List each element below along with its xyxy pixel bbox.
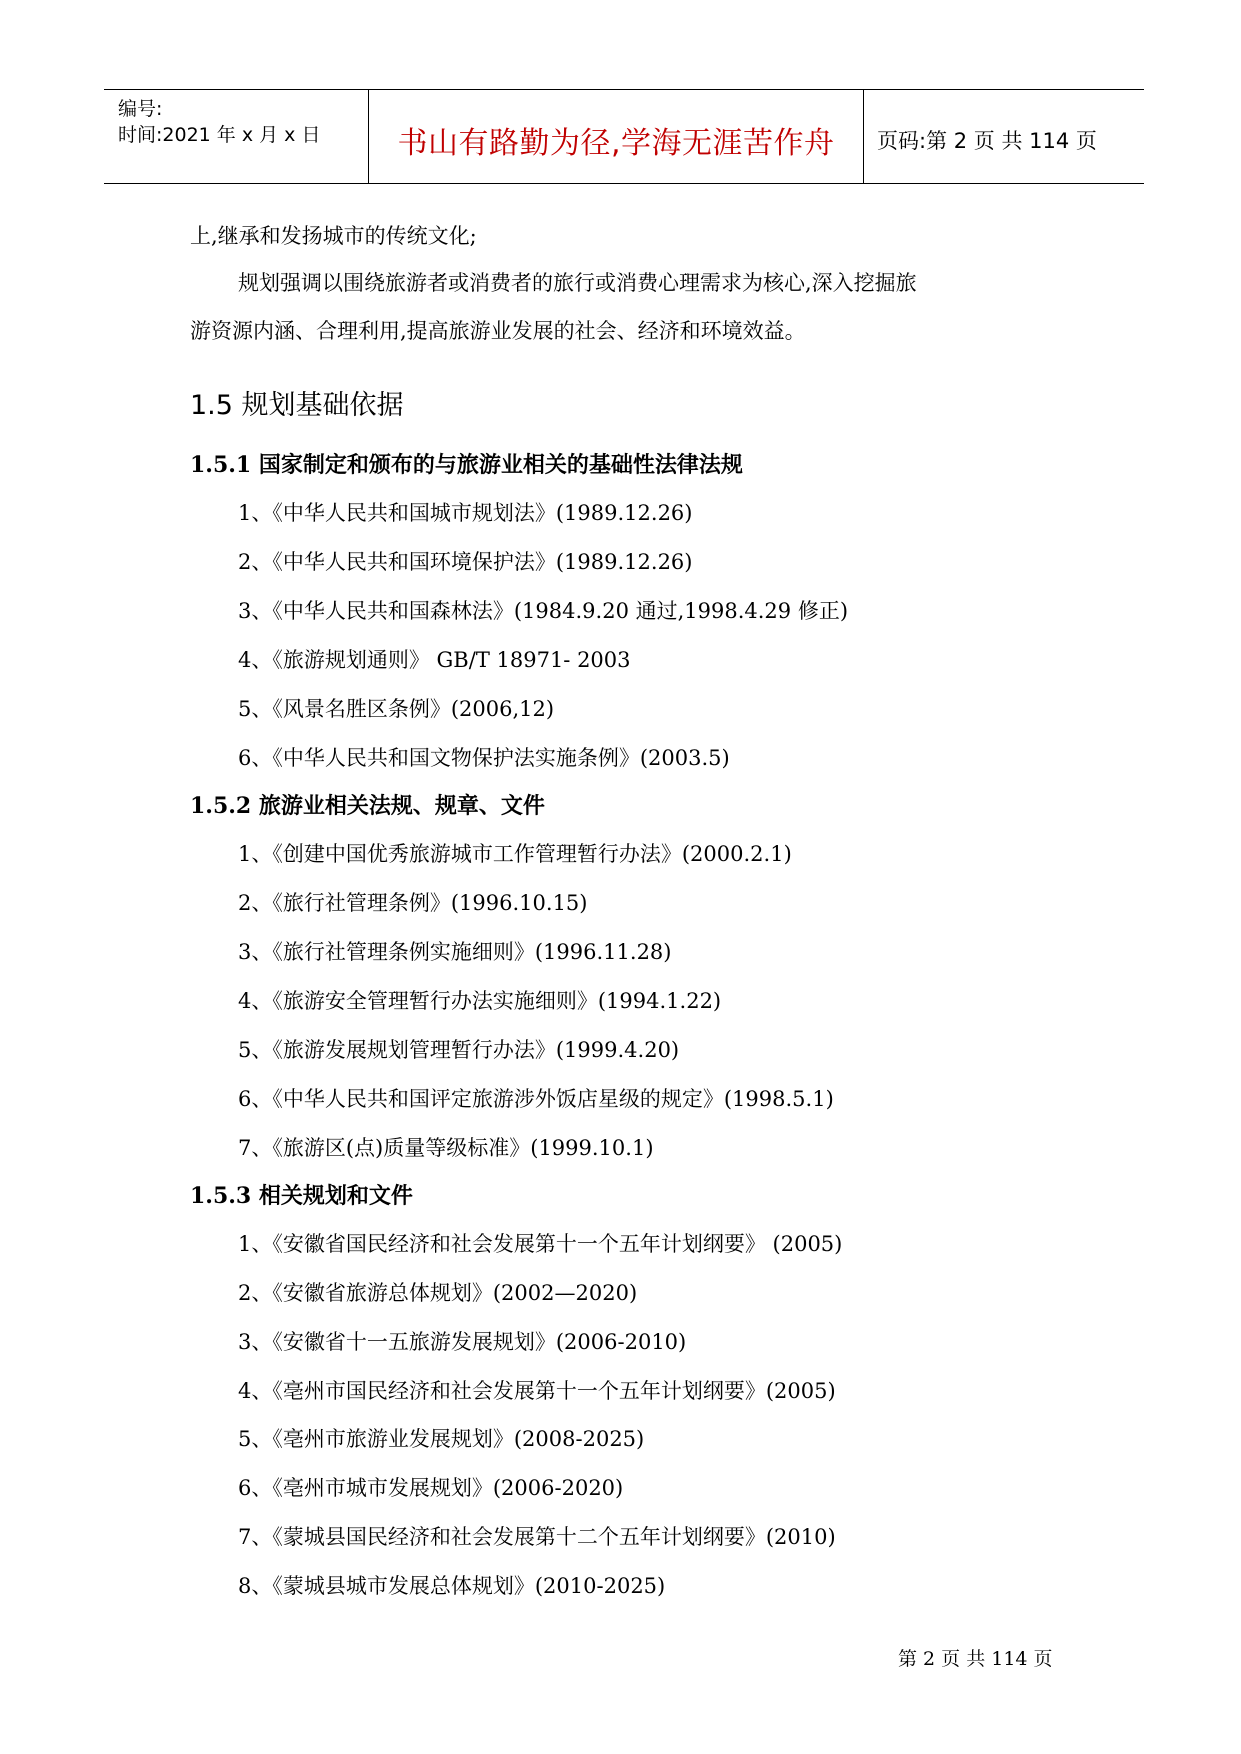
list-item: 3、《中华人民共和国森林法》(1984.9.20 通过,1998.4.29 修正) [238,599,849,623]
list-item: 7、《旅游区(点)质量等级标准》(1999.10.1) [238,1136,654,1160]
code-label: 编号: [118,98,163,120]
document-header [104,89,1144,184]
list-item: 2、《中华人民共和国环境保护法》(1989.12.26) [238,550,693,574]
paragraph-continuation: 上,继承和发扬城市的传统文化; [190,224,477,248]
list-item: 4、《旅游安全管理暂行办法实施细则》(1994.1.22) [238,989,722,1013]
paragraph-line: 规划强调以围绕旅游者或消费者的旅行或消费心理需求为核心,深入挖掘旅 [238,271,917,295]
list-item: 6、《亳州市城市发展规划》(2006-2020) [238,1476,624,1500]
subsection-title: 1.5.1 国家制定和颁布的与旅游业相关的基础性法律法规 [190,452,743,478]
list-item: 1、《安徽省国民经济和社会发展第十一个五年计划纲要》 (2005) [238,1232,843,1256]
list-item: 1、《中华人民共和国城市规划法》(1989.12.26) [238,501,693,525]
header-page-info: 页码:第 2 页 共 114 页 [877,129,1097,153]
header-meta-cell [104,90,368,183]
list-item: 5、《旅游发展规划管理暂行办法》(1999.4.20) [238,1038,680,1062]
list-item: 3、《旅行社管理条例实施细则》(1996.11.28) [238,940,672,964]
list-item: 6、《中华人民共和国文物保护法实施条例》(2003.5) [238,746,730,770]
section-title: 1.5 规划基础依据 [190,390,404,421]
list-item: 5、《亳州市旅游业发展规划》(2008-2025) [238,1427,645,1451]
header-motto-cell [368,90,864,183]
list-item: 4、《亳州市国民经济和社会发展第十一个五年计划纲要》(2005) [238,1379,836,1403]
list-item: 8、《蒙城县城市发展总体规划》(2010-2025) [238,1574,666,1598]
motto-text: 书山有路勤为径,学海无涯苦作舟 [397,126,835,161]
list-item: 7、《蒙城县国民经济和社会发展第十二个五年计划纲要》(2010) [238,1525,836,1549]
time-label: 时间:2021 年 x 月 x 日 [118,124,321,146]
paragraph-line: 游资源内涵、合理利用,提高旅游业发展的社会、经济和环境效益。 [190,319,806,343]
subsection-title: 1.5.3 相关规划和文件 [190,1183,413,1209]
subsection-title: 1.5.2 旅游业相关法规、规章、文件 [190,793,545,819]
list-item: 5、《风景名胜区条例》(2006,12) [238,697,555,721]
list-item: 2、《旅行社管理条例》(1996.10.15) [238,891,588,915]
list-item: 3、《安徽省十一五旅游发展规划》(2006-2010) [238,1330,687,1354]
list-item: 1、《创建中国优秀旅游城市工作管理暂行办法》(2000.2.1) [238,842,792,866]
list-item: 6、《中华人民共和国评定旅游涉外饭店星级的规定》(1998.5.1) [238,1087,834,1111]
footer-page-info: 第 2 页 共 114 页 [898,1648,1053,1670]
list-item: 2、《安徽省旅游总体规划》(2002—2020) [238,1281,638,1305]
header-page-cell [863,90,1144,183]
list-item: 4、《旅游规划通则》 GB/T 18971- 2003 [238,648,631,672]
